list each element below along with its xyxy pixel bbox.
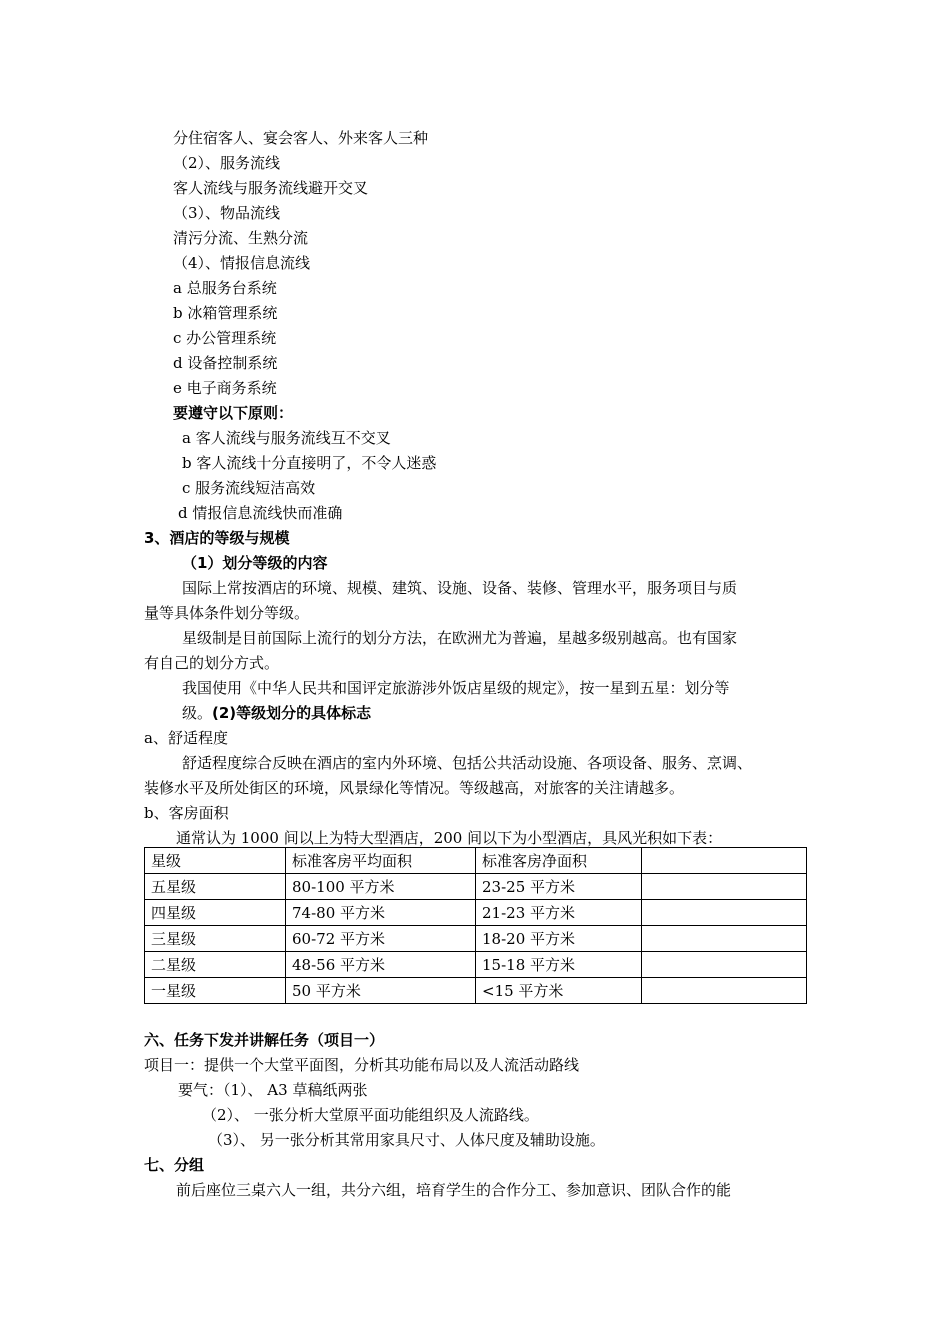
table-cell [642,952,807,978]
table-cell [642,874,807,900]
text-line: （3）、物品流线 [173,204,281,222]
table-cell: 21-23 平方米 [476,900,642,926]
text-line: b、客房面积 [144,804,229,822]
text-line: 分住宿客人、宴会客人、外来客人三种 [173,129,429,147]
table-cell: 48-56 平方米 [286,952,476,978]
text-line: （2）、 一张分析大堂原平面功能组织及人流路线。 [202,1106,539,1124]
paragraph-line: 有自己的划分方式。 [144,654,280,672]
table-row [145,978,807,1004]
table-cell: 60-72 平方米 [286,926,476,952]
table-header-row [145,848,807,874]
text-line: e 电子商务系统 [173,379,277,397]
text-line: b 客人流线十分直接明了，不令人迷惑 [182,454,437,472]
table-cell: 五星级 [145,874,286,900]
section-heading: 六、任务下发并讲解任务（项目一） [144,1031,385,1049]
text-line: 要气：（1）、 A3 草稿纸两张 [178,1081,368,1099]
subsection-heading: (2)等级划分的具体标志 [212,704,372,722]
table-cell: 15-18 平方米 [476,952,642,978]
table-header-cell: 星级 [145,848,286,874]
principles-heading: 要遵守以下原则： [173,404,294,422]
table-cell [642,926,807,952]
text-line: b 冰箱管理系统 [173,304,278,322]
table-row [145,926,807,952]
table-cell: 二星级 [145,952,286,978]
table-cell: 74-80 平方米 [286,900,476,926]
text-line: a 总服务台系统 [173,279,277,297]
subsection-heading: （1）划分等级的内容 [182,554,328,572]
paragraph-text: 级。 [182,704,213,722]
text-line: d 情报信息流线快而准确 [178,504,343,522]
paragraph-line: 国际上常按酒店的环境、规模、建筑、设施、设备、装修、管理水平，服务项目与质 [182,579,738,597]
paragraph-line: 舒适程度综合反映在酒店的室内外环境、包括公共活动设施、各项设备、服务、烹调、 [182,754,753,772]
paragraph-line: 星级制是目前国际上流行的划分方法，在欧洲尤为普遍，星越多级别越高。也有国家 [182,629,738,647]
text-line: a 客人流线与服务流线互不交叉 [182,429,391,447]
room-area-table [144,847,807,1004]
text-line: c 服务流线短洁高效 [182,479,316,497]
table-cell: 18-20 平方米 [476,926,642,952]
paragraph-line: 通常认为 1000 间以上为特大型酒店，200 间以下为小型酒店，具风光积如下表： [176,829,723,847]
paragraph-line: 量等具体条件划分等级。 [144,604,310,622]
paragraph-line: 装修水平及所处街区的环境，风景绿化等情况。等级越高，对旅客的关注请越多。 [144,779,685,797]
table-cell: 23-25 平方米 [476,874,642,900]
table-cell [642,978,807,1004]
text-line: a、舒适程度 [144,729,228,747]
table-row [145,952,807,978]
section-heading: 3、酒店的等级与规模 [144,529,290,547]
text-line: 清污分流、生熟分流 [173,229,309,247]
table-row [145,874,807,900]
text-line: d 设备控制系统 [173,354,278,372]
table-cell [642,900,807,926]
table-row [145,900,807,926]
table-header-cell: 标准客房净面积 [476,848,642,874]
text-line: c 办公管理系统 [173,329,277,347]
table-header-cell [642,848,807,874]
text-line: （3）、 另一张分析其常用家具尺寸、人体尺度及辅助设施。 [208,1131,605,1149]
table-header-cell: 标准客房平均面积 [286,848,476,874]
table-cell: 50 平方米 [286,978,476,1004]
paragraph-line [182,703,371,723]
text-line: 客人流线与服务流线避开交叉 [173,179,369,197]
paragraph-line: 我国使用《中华人民共和国评定旅游涉外饭店星级的规定》，按一星到五星：划分等 [182,679,730,697]
text-line: 项目一：提供一个大堂平面图，分析其功能布局以及人流活动路线 [144,1056,580,1074]
table-cell: 一星级 [145,978,286,1004]
table-cell: 80-100 平方米 [286,874,476,900]
table-cell: 四星级 [145,900,286,926]
text-line: （2）、服务流线 [173,154,281,172]
text-line: （4）、情报信息流线 [173,254,311,272]
table-cell: 三星级 [145,926,286,952]
table-cell: <15 平方米 [476,978,642,1004]
paragraph-line: 前后座位三桌六人一组，共分六组，培育学生的合作分工、参加意识、团队合作的能 [176,1181,732,1199]
section-heading: 七、分组 [144,1156,205,1174]
